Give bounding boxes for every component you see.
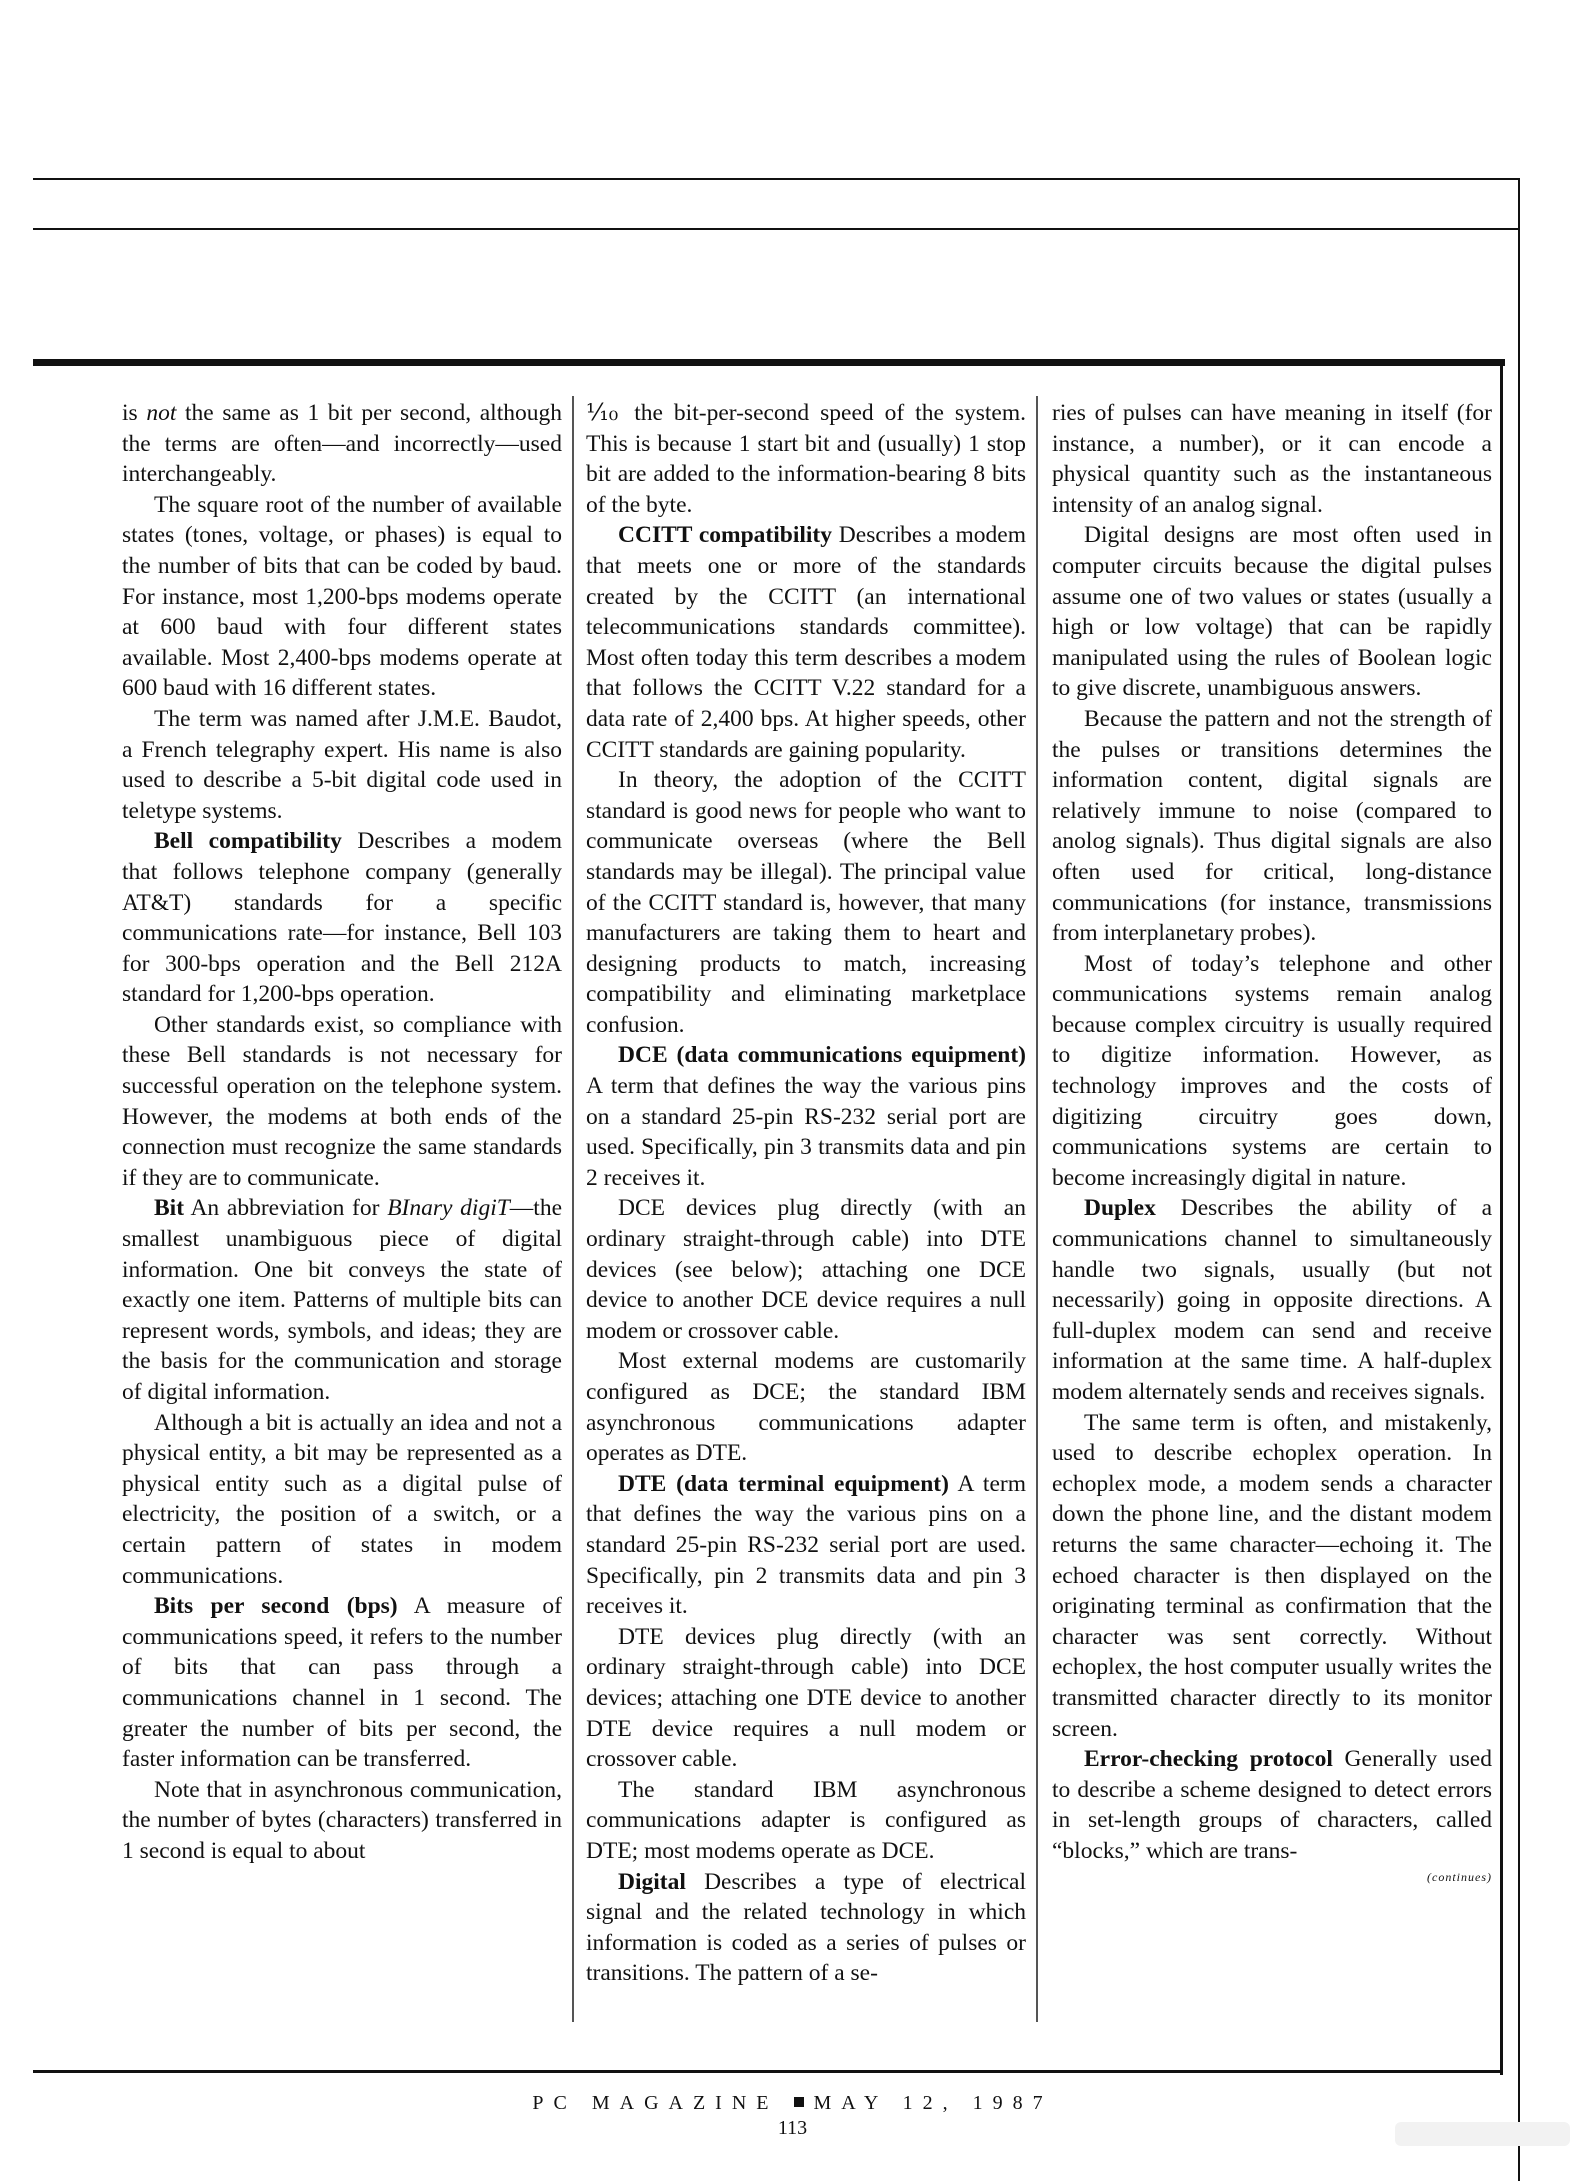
paragraph — [122, 1591, 562, 1775]
footer-masthead — [0, 2090, 1585, 2116]
issue-date: MAY 12, 1987 — [813, 2092, 1053, 2114]
body-text: A measure of communications speed, it refers to the number of bits that can pass through a communications channel in 1 second. The greater the number of bits per second, the faster information can be transferred. — [122, 1593, 563, 1773]
body-text: is — [122, 400, 147, 426]
glossary-term: Digital — [618, 1868, 686, 1895]
article-bottom-rule — [33, 2070, 1503, 2073]
emphasis-text: not — [146, 400, 177, 426]
glossary-term: Duplex — [1084, 1195, 1156, 1222]
text-column-1 — [122, 398, 562, 1867]
body-text: The same term is often, and mistakenly, used to describe echoplex operation. In echoplex mode, a modem sends a character down the phone line, and the distant modem returns the same character—echoing it. The echoed character is then displayed on the originating terminal as confirmation that the character was sent correctly. Without echoplex, the host computer usually writes the transmitted character directly to its monitor screen. — [1052, 1409, 1492, 1742]
paragraph — [586, 1622, 1026, 1775]
paragraph — [122, 1010, 562, 1194]
paragraph — [1052, 704, 1492, 949]
body-text: Describes a type of electrical signal and the related technology in which information is coded as a series of pulses or transitions. The pattern of a se- — [586, 1868, 1026, 1987]
paragraph — [586, 1867, 1026, 1989]
paragraph — [586, 520, 1026, 765]
body-text: Most of today’s telephone and other communications systems remain analog because complex circuitry is usually required to digitize information. However, as technology improves and the costs of digitizing circuitry goes down, communications systems are certain to become increasingly digital in nature. — [1052, 950, 1492, 1191]
body-text: A term that defines the way the various pins on a standard 25-pin RS-232 serial port are used. Specifically, pin 3 transmits data and pin 2 receives it. — [586, 1073, 1026, 1191]
body-text: Digital designs are most often used in computer circuits because the digital pulses assume one of two values or states (usually a high or low voltage) that can be rapidly manipulated using the rules of Boolean logic to give discrete, unambiguous answers. — [1052, 522, 1492, 702]
right-outer-rule — [1518, 178, 1520, 2181]
column-divider — [572, 396, 574, 2022]
publication-name: PC MAGAZINE — [532, 2092, 779, 2114]
glossary-term: Bits per second (bps) — [154, 1593, 398, 1620]
body-text: The term was named after J.M.E. Baudot, a French telegraphy expert. His name is also used to describe a 5-bit digital code used in teletype systems. — [122, 705, 562, 824]
text-column-3 — [1052, 398, 1492, 1885]
glossary-term: Bit — [154, 1195, 185, 1222]
body-text: ries of pulses can have meaning in itself (for instance, a number), or it can encode a physical quantity such as the instantaneous intensity of an analog signal. — [1052, 400, 1492, 518]
body-text: Note that in asynchronous communication, the number of bytes (characters) transferred in 1 second is equal to about — [122, 1776, 562, 1864]
body-text: Generally used to describe a scheme designed to detect errors in set-length groups of characters, called “blocks,” which are trans- — [1052, 1746, 1492, 1864]
top-rule — [33, 178, 1520, 180]
paragraph — [1052, 1193, 1492, 1407]
glossary-term: Bell compatibility — [154, 828, 342, 855]
body-text: The standard IBM asynchronous communications adapter is configured as DTE; most modems operate as DCE. — [586, 1776, 1026, 1864]
paragraph — [122, 1408, 562, 1592]
body-text: Describes a modem that meets one or more of the standards created by the CCITT (an international telecommunications standards committee). Most often today this term describes a modem that follows the CCITT V.22 standard for a data rate of 2,400 bps. At higher speeds, other CCITT standards are gaining popularity. — [586, 522, 1026, 763]
paragraph — [586, 1193, 1026, 1346]
body-text: DCE devices plug directly (with an ordinary straight-through cable) into DTE devices (see below); attaching one DCE device to another DCE device requires a null modem or crossover cable. — [586, 1195, 1026, 1344]
column-divider — [1036, 396, 1038, 2022]
body-text: An abbreviation for — [184, 1195, 388, 1222]
paragraph — [1052, 398, 1492, 520]
body-text: DTE devices plug directly (with an ordinary straight-through cable) into DCE devices; attaching one DTE device to another DTE device requires a null modem or crossover cable. — [586, 1623, 1026, 1773]
glossary-term: Error-checking protocol — [1084, 1746, 1333, 1773]
paragraph — [122, 1193, 562, 1407]
paragraph — [122, 490, 562, 704]
paragraph — [122, 826, 562, 1010]
paragraph — [1052, 1744, 1492, 1866]
page-number: 113 — [777, 2117, 808, 2139]
text-column-2 — [586, 398, 1026, 1989]
body-text: The square root of the number of available states (tones, voltage, or phases) is equal to the number of bits that can be coded by baud. For instance, most 1,200-bps modems operate at 600 baud with four different states available. Most 2,400-bps modems operate at 600 baud with 16 different states. — [122, 491, 562, 702]
paragraph — [1052, 520, 1492, 704]
scan-smudge — [1395, 2122, 1570, 2146]
paragraph — [122, 398, 562, 490]
paragraph — [1052, 949, 1492, 1194]
body-text: Describes a modem that follows telephone company (generally AT&T) standards for a specific communications rate—for instance, Bell 103 for 300-bps operation and the Bell 212A standard for 1,200-bps operation. — [122, 828, 563, 1008]
body-text: Because the pattern and not the strength of the pulses or transitions determines the information content, digital signals are relatively immune to noise (compared to anolog signals). Thus digital signals are also often used for critical, long-distance communications (for instance, transmissions from interplanetary probes). — [1052, 705, 1492, 947]
paragraph — [586, 398, 1026, 520]
glossary-term: DCE (data communications equipment) — [618, 1042, 1026, 1069]
paragraph — [122, 704, 562, 826]
body-text: Describes the ability of a communications channel to simultaneously handle two signals, usually (but not necessarily) going in opposite directions. A full-duplex modem can send and receive information at the same time. A half-duplex modem alternately sends and receives signals. — [1052, 1195, 1492, 1405]
paragraph — [122, 1775, 562, 1867]
body-text: Most external modems are customarily configured as DCE; the standard IBM asynchronous communications adapter operates as DTE. — [586, 1348, 1026, 1467]
body-text: Although a bit is actually an idea and not a physical entity, a bit may be represented as a physical entity such as a digital pulse of electricity, the position of a switch, or a certain pattern of states in modem communications. — [122, 1409, 562, 1589]
body-text: the same as 1 bit per second, although the terms are often—and incorrectly—used interchangeably. — [122, 400, 562, 488]
header-rule — [33, 228, 1520, 230]
paragraph — [586, 1346, 1026, 1468]
continues-label: (continues) — [1427, 1869, 1492, 1884]
paragraph — [586, 1775, 1026, 1867]
body-text: Other standards exist, so compliance with these Bell standards is not necessary for successful operation on the telephone system. However, the modems at both ends of the connection must recognize the same standards if they are to communicate. — [122, 1011, 562, 1191]
body-text: —the smallest unambiguous piece of digital information. One bit conveys the state of exactly one item. Patterns of multiple bits can represent words, symbols, and ideas; they are the basis for the communication and storage of digital information. — [122, 1195, 563, 1405]
emphasis-text: BInary digiT — [387, 1195, 510, 1222]
body-text: ⅒ the bit-per-second speed of the system. This is because 1 start bit and (usually) 1 stop bit are added to the information-bearing 8 bits of the byte. — [586, 400, 1026, 518]
article-right-rule — [1500, 359, 1503, 2075]
body-text: A term that defines the way the various pins on a standard 25-pin RS-232 serial port are used. Specifically, pin 2 transmits data and pin 3 receives it. — [586, 1470, 1026, 1620]
bullet-icon — [794, 2097, 804, 2107]
body-text: In theory, the adoption of the CCITT standard is good news for people who want to communicate overseas (where the Bell standards may be illegal). The principal value of the CCITT standard is, however, that many manufacturers are taking them to heart and designing products to match, increasing compatibility and eliminating marketplace confusion. — [586, 767, 1026, 1038]
glossary-term: CCITT compatibility — [618, 522, 832, 549]
paragraph — [586, 1040, 1026, 1193]
paragraph — [586, 1469, 1026, 1622]
page-footer — [0, 2090, 1585, 2140]
paragraph — [1052, 1408, 1492, 1745]
paragraph — [586, 765, 1026, 1040]
glossary-term: DTE (data terminal equipment) — [618, 1470, 949, 1497]
article-top-rule — [33, 359, 1505, 366]
